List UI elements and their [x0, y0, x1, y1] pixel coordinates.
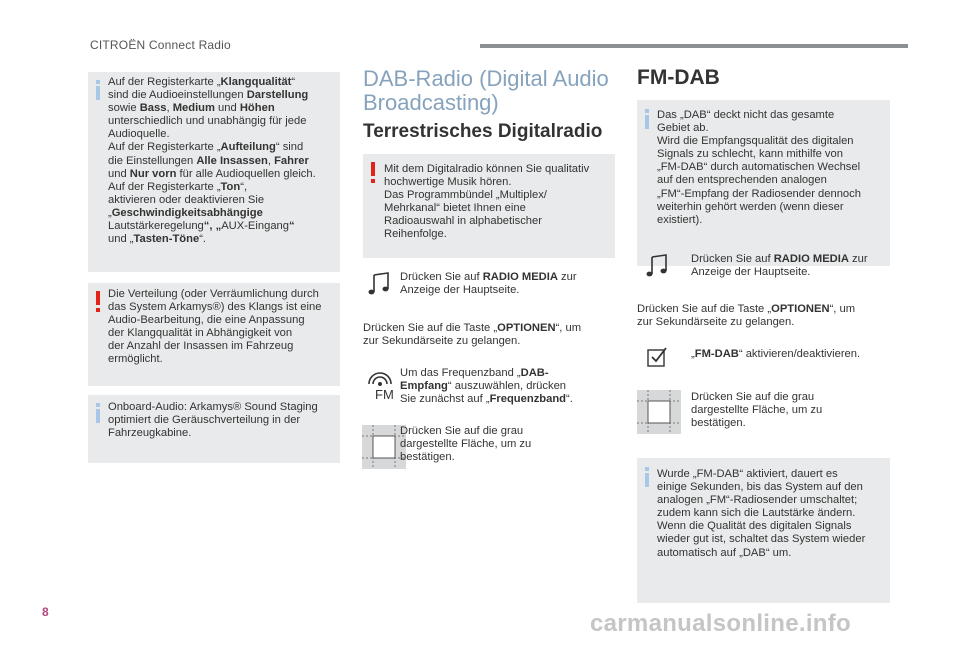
step-dab-empfang: Um das Frequenzband „DAB- Empfang“ auszuwählen, drücken Sie zunächst auf „Frequenzband“.: [400, 367, 573, 406]
text-line: „Geschwindigkeitsabhängige: [108, 206, 263, 219]
checkbox-checked-icon: [645, 344, 669, 368]
touch-grey-area-icon: [637, 390, 681, 434]
step-grey-area-confirm: Drücken Sie auf die grau dargestellte Fläche, um zu bestätigen.: [400, 425, 532, 464]
svg-text:FM: FM: [375, 387, 394, 402]
text-line: Auf der Registerkarte „Aufteilung“ sind: [108, 141, 304, 154]
warning-icon: [369, 162, 377, 184]
text-line: Audioquelle.: [108, 128, 170, 141]
info-text-fm-dab-switch: Wurde „FM-DAB“ aktiviert, dauert es einige Sekunden, bis das System auf den analogen „FM“-Radiosender umschaltet; zudem kann sich die Lautstärke ändern. Wenn die Qualität des digitalen Signals wieder gut ist, schaltet das System wieder automatisch auf „DAB“ um.: [657, 468, 866, 559]
text-line: und Nur vorn für alle Audioquellen gleich.: [108, 167, 316, 180]
paragraph-optionen: Drücken Sie auf die Taste „OPTIONEN“, um zur Sekundärseite zu gelangen.: [637, 303, 856, 329]
info-icon: [643, 467, 651, 487]
step-radio-media: Drücken Sie auf RADIO MEDIA zur Anzeige der Hauptseite.: [691, 253, 868, 279]
header-divider-bar: [480, 44, 908, 48]
text-line: die Einstellungen Alle Insassen, Fahrer: [108, 154, 309, 167]
page-number: 8: [42, 605, 49, 619]
watermark: carmanualsonline.info: [590, 610, 852, 637]
text-line: aktivieren oder deaktivieren Sie: [108, 193, 265, 206]
text-line: Lautstärkeregelung“, „AUX-Eingang“: [108, 220, 295, 233]
info-text-klangqualitaet: [108, 76, 316, 246]
text-line: sind die Audioeinstellungen Darstellung: [108, 89, 309, 102]
warning-text-verteilung: Die Verteilung (oder Verräumlichung durch das System Arkamys®) des Klangs ist eine Audio-Bearbeitung, die eine Anpassung der Klangqualität in Abhängigkeit von der Anzahl der Insassen im Fahrzeug ermöglicht.: [108, 288, 322, 366]
fm-radio-icon: [364, 368, 396, 402]
warning-text-digitalradio: Mit dem Digitalradio können Sie qualitativ hochwertige Musik hören. Das Programmbündel „Multiplex/ Mehrkanal“ bietet Ihnen eine Radioauswahl in alphabetischer Reihenfolge.: [384, 163, 590, 241]
subsection-title-terrestrisch: Terrestrisches Digitalradio: [363, 121, 603, 142]
music-note-icon: [368, 272, 390, 296]
step-fm-dab-toggle: „FM-DAB“ aktivieren/deaktivieren.: [691, 348, 861, 360]
section-title-dab: DAB-Radio (Digital Audio Broadcasting): [363, 66, 609, 115]
text-line: Auf der Registerkarte „Ton“,: [108, 180, 248, 193]
info-icon: [94, 80, 102, 100]
section-title-fm-dab: FM-DAB: [637, 66, 720, 89]
info-icon: [94, 403, 102, 423]
step-radio-media: Drücken Sie auf RADIO MEDIA zur Anzeige der Hauptseite.: [400, 271, 577, 297]
text-line: Auf der Registerkarte „Klangqualität“: [108, 76, 296, 88]
paragraph-optionen: Drücken Sie auf die Taste „OPTIONEN“, um zur Sekundärseite zu gelangen.: [363, 322, 582, 348]
music-note-icon: [646, 254, 668, 278]
document-header-title: CITROËN Connect Radio: [90, 38, 231, 52]
info-text-dab-coverage: Das „DAB“ deckt nicht das gesamte Gebiet ab. Wird die Empfangsqualität des digitalen Signals zu schlecht, kann mithilfe von „FM-DAB“ durch automatischen Wechsel auf den entsprechenden analogen „FM“-Empfang der Radiosender dennoch weiterhin gehört werden (wenn dieser existiert).: [657, 109, 861, 226]
text-line: unterschiedlich und unabhängig für jede: [108, 115, 307, 128]
step-grey-area-confirm: Drücken Sie auf die grau dargestellte Fläche, um zu bestätigen.: [691, 391, 823, 430]
text-line: sowie Bass, Medium und Höhen: [108, 102, 275, 115]
text-line: und „Tasten-Töne“.: [108, 233, 207, 246]
warning-icon: [94, 291, 102, 313]
info-text-arkamys: Onboard-Audio: Arkamys® Sound Staging optimiert die Geräuschverteilung in der Fahrzeugkabine.: [108, 401, 318, 440]
info-icon: [643, 109, 651, 129]
